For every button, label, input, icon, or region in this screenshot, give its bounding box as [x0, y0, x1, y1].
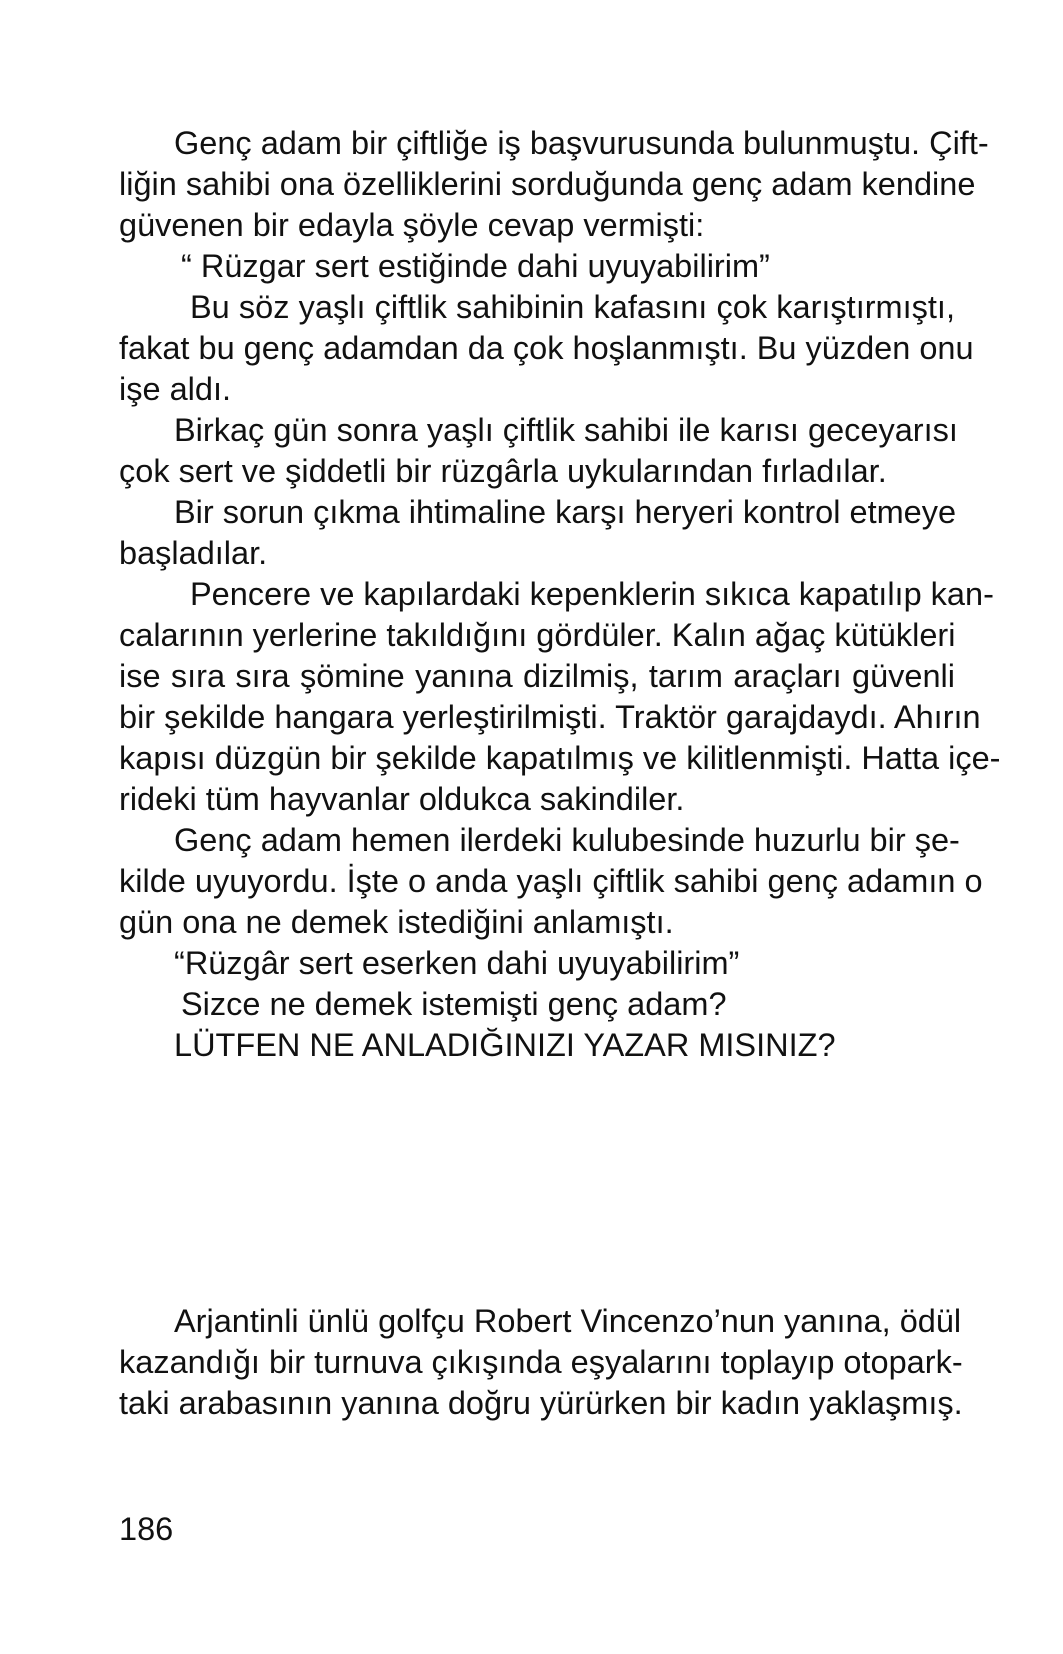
text-line: liğin sahibi ona özelliklerini sorduğunda genç adam kendine [119, 166, 976, 202]
text-line: Pencere ve kapılardaki kepenklerin sıkıca kapatılıp kan- [190, 576, 994, 612]
text-line: Birkaç gün sonra yaşlı çiftlik sahibi ile karısı geceyarısı [174, 412, 958, 448]
text-line: çok sert ve şiddetli bir rüzgârla uykularından fırladılar. [119, 453, 887, 489]
text-line: bir şekilde hangara yerleştirilmişti. Traktör garajdaydı. Ahırın [119, 699, 981, 735]
text-line: Genç adam bir çiftliğe iş başvurusunda bulunmuştu. Çift- [174, 125, 989, 161]
text-line: Genç adam hemen ilerdeki kulubesinde huzurlu bir şe- [174, 822, 960, 858]
text-line: kazandığı bir turnuva çıkışında eşyalarını toplayıp otopark- [119, 1344, 963, 1380]
text-line: kilde uyuyordu. İşte o anda yaşlı çiftlik sahibi genç adamın o [119, 863, 983, 899]
text-line: Bir sorun çıkma ihtimaline karşı heryeri kontrol etmeye [174, 494, 957, 530]
text-line: gün ona ne demek istediğini anlamıştı. [119, 904, 674, 940]
quote-line: “Rüzgâr sert eserken dahi uyuyabilirim” [174, 945, 740, 981]
text-line: fakat bu genç adamdan da çok hoşlanmıştı. Bu yüzden onu [119, 330, 974, 366]
text-line: Arjantinli ünlü golfçu Robert Vincenzo’nun yanına, ödül [174, 1303, 962, 1339]
text-line: rideki tüm hayvanlar oldukca sakindiler. [119, 781, 685, 817]
question-line: Sizce ne demek istemişti genç adam? [181, 986, 727, 1022]
text-line: taki arabasının yanına doğru yürürken bir kadın yaklaşmış. [119, 1385, 963, 1421]
text-line: başladılar. [119, 535, 268, 571]
quote-line: “ Rüzgar sert estiğinde dahi uyuyabilirim” [181, 248, 770, 284]
text-line: güvenen bir edayla şöyle cevap vermişti: [119, 207, 705, 243]
text-line: calarının yerlerine takıldığını gördüler. Kalın ağaç kütükleri [119, 617, 956, 653]
page-number: 186 [119, 1511, 174, 1547]
text-line: ise sıra sıra şömine yanına dizilmiş, tarım araçları güvenli [119, 658, 955, 694]
text-line: kapısı düzgün bir şekilde kapatılmış ve kilitlenmişti. Hatta içe- [119, 740, 1001, 776]
text-line: işe aldı. [119, 371, 232, 407]
text-line: Bu söz yaşlı çiftlik sahibinin kafasını çok karıştırmıştı, [190, 289, 955, 325]
prompt-line: LÜTFEN NE ANLADIĞINIZI YAZAR MISINIZ? [174, 1027, 836, 1063]
